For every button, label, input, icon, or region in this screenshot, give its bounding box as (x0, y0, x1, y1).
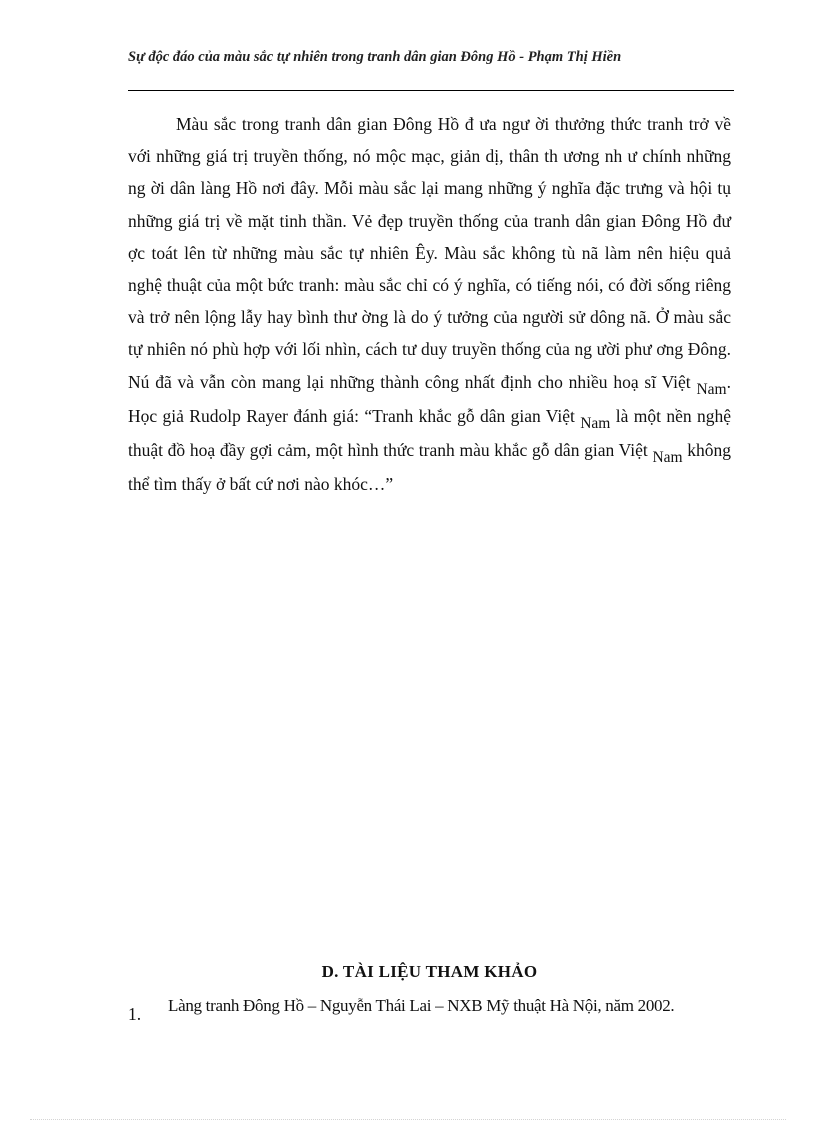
reference-text: Làng tranh Đông Hồ – Nguyễn Thái Lai – NXB Mỹ thuật Hà Nội, năm 2002. (168, 996, 675, 1015)
reference-number: 1. (128, 1004, 142, 1024)
body-paragraph (128, 108, 731, 500)
reference-item (128, 996, 768, 1026)
word-nam-1: Nam (696, 380, 727, 398)
paragraph-text-3: là một nền nghệ thuật đồ hoạ đầy gợi cảm, một hình thức tranh màu khắc gỗ dân gian Việt (128, 405, 732, 461)
paragraph-text-2: . Học giả Rudolp Rayer đánh giá: “Tranh khắc gỗ dân gian Việt (128, 371, 731, 426)
word-nam-2: Nam (580, 414, 611, 432)
header-rule (128, 90, 734, 91)
page-bottom-border (30, 1119, 786, 1120)
running-header: Sự độc đáo của màu sắc tự nhiên trong tranh dân gian Đông Hồ - Phạm Thị Hiền (128, 49, 622, 65)
paragraph-text-4: không thể tìm thấy ở bất cứ nơi nào khóc…” (128, 440, 732, 495)
word-nam-3: Nam (652, 449, 683, 467)
paragraph-text-1: Màu sắc trong tranh dân gian Đông Hồ đ ưa ngư ời thưởng thức tranh trở về với những giá trị truyền thống, nó mộc mạc, giản dị, thân th ương nh ư chính những ng ời dân làng Hồ nơi đây. Mỗi màu sắc lại mang những ý nghĩa đặc trưng và hội tụ những giá trị về mặt tinh thần. Vẻ đẹp truyền thống của tranh dân gian Đông Hồ đư ợc toát lên từ những màu sắc tự nhiên Êy. Màu sắc không tù nã làm nên hiệu quả nghệ thuật của một bức tranh: màu sắc chỉ có ý nghĩa, có tiếng nói, có đời sống riêng và trở nên lộng lẫy hay bình thư ờng là do ý tưởng của người sử dông nã. Ở màu sắc tự nhiên nó phù hợp với lối nhìn, cách tư duy truyền thống của ng ười phư ơng Đông. Nú đã và vẫn còn mang lại những thành công nhất định cho nhiều hoạ sĩ Việt (128, 114, 731, 392)
references-title: D. TÀI LIỆU THAM KHẢO (321, 962, 538, 981)
